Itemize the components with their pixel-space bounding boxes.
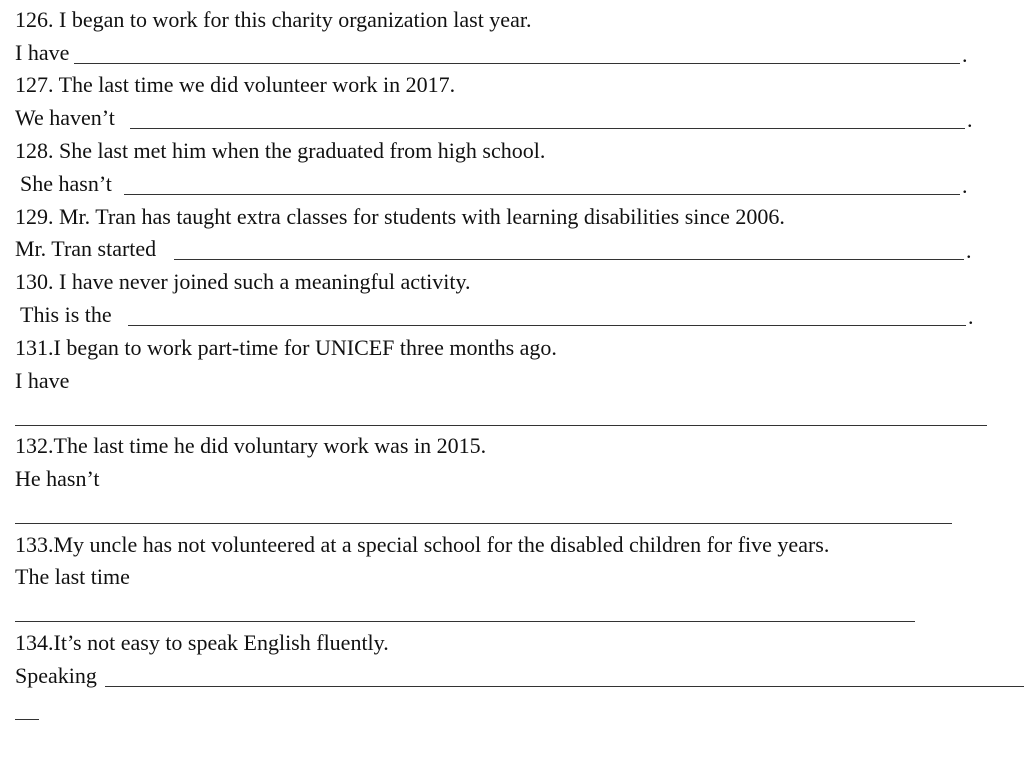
exercise-133-question: 133.My uncle has not volunteered at a special school for the disabled children for five years. [15, 532, 830, 557]
exercise-129-question: 129. Mr. Tran has taught extra classes for students with learning disabilities since 2006. [15, 204, 785, 229]
exercise-131-answer-line[interactable] [15, 425, 987, 426]
exercise-130-end-mark: . [968, 304, 974, 329]
exercise-128-end-mark: . [962, 173, 968, 198]
exercise-126-end-mark: . [962, 42, 968, 67]
exercise-134-question: 134.It’s not easy to speak English fluently. [15, 630, 389, 655]
exercise-134-prompt: Speaking [15, 663, 97, 688]
exercise-132-question: 132.The last time he did voluntary work was in 2015. [15, 433, 487, 458]
exercise-132-answer-line[interactable] [15, 523, 952, 524]
exercise-130-question: 130. I have never joined such a meaningful activity. [15, 269, 471, 294]
exercise-130-prompt: This is the [20, 302, 112, 327]
exercise-126-prompt: I have [15, 40, 70, 65]
exercise-128-prompt: She hasn’t [20, 171, 112, 196]
exercise-130-answer-line[interactable] [128, 325, 966, 326]
exercise-133-answer-line[interactable] [15, 621, 915, 622]
exercise-127-prompt: We haven’t [15, 105, 115, 130]
exercise-127-end-mark: . [967, 107, 973, 132]
exercise-133-prompt: The last time [15, 564, 130, 589]
exercise-127-answer-line[interactable] [130, 128, 965, 129]
exercise-134-answer-line[interactable] [105, 686, 1024, 687]
exercise-129-end-mark: . [966, 238, 972, 263]
exercise-128-question: 128. She last met him when the graduated from high school. [15, 138, 546, 163]
exercise-134-answer-continuation[interactable] [15, 719, 39, 720]
exercise-127-question: 127. The last time we did volunteer work in 2017. [15, 72, 456, 97]
exercise-131-question: 131.I began to work part-time for UNICEF three months ago. [15, 335, 557, 360]
exercise-129-answer-line[interactable] [174, 259, 964, 260]
exercise-132-prompt: He hasn’t [15, 466, 100, 491]
exercise-131-prompt: I have [15, 368, 70, 393]
exercise-126-question: 126. I began to work for this charity organization last year. [15, 7, 532, 32]
exercise-128-answer-line[interactable] [124, 194, 960, 195]
exercise-126-answer-line[interactable] [74, 63, 960, 64]
exercise-129-prompt: Mr. Tran started [15, 236, 157, 261]
